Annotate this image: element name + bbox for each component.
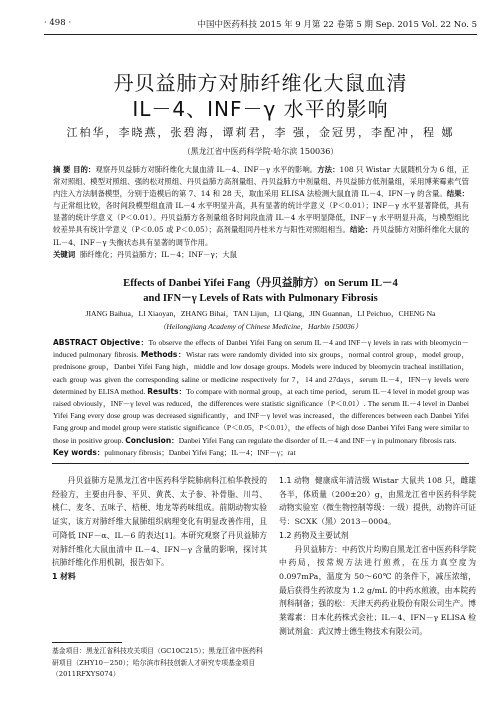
left-column [52,474,267,584]
keywords-cn-label: 关键词 [53,249,76,259]
right-column [279,474,476,638]
keywords-cn: 肺纤维化；丹贝益肺方；IL－4；INF－γ；大鼠 [79,249,237,259]
abstract-cn-conclusion-label: 结论： [349,225,373,235]
keywords-en-label: Key words： [53,447,105,457]
page-number: · 498 · [44,18,72,28]
section-1-2-text: 丹贝益肺方：中药饮片均购自黑龙江省中医药科学院中药局，按常规方法进行煎煮，在压力真空度为 0.097mPa，温度为 50～60℃ 的条件下，减压浓缩，最后获得生药浓度为 1.2 g/mL 的中药水煎液，由本院药剂科制备；强的松：天津天药药业股份有限公司生产。博莱霉素：日本化药株式会社；IL－4、IFN－γ ELISA 检测试剂盒：武汉博士德生物技术有限公司。 [279,544,476,636]
abstract-en-methods: Wistar rats were randomly divided into six groups，normal control group，model group，prednisone group，Danbei Yifei Fang high，middle and low dosage groups. Models were induced by bleomycin tracheal instillation，each group was given the corresponding saline or medicine respectively for 7，14 and 27days，serum IL－4，IFN－γ levels were determined by ELISA method. [53,350,469,396]
title-chinese [44,70,477,122]
title-english [44,276,477,306]
abstract-en-results-label: Results： [147,386,187,396]
section-1-2-heading: 1.2 药物及主要试剂 [279,530,349,540]
section-1-heading: 1 材料 [52,571,76,581]
abstract-cn-label: 摘 要 目的： [53,165,96,174]
abstract-chinese [53,164,469,261]
running-header [44,18,477,32]
affiliation-english: （Heilongjiang Academy of Chinese Medicine，Harbin 150036） [158,322,363,331]
journal-info: 中国中医药科技 2015 年 9 月第 22 卷第 5 期 Sep. 2015 Vol. 22 No. 5 [197,20,477,30]
title-cn-line1: 丹贝益肺方对肺纤维化大鼠血清 [113,71,408,95]
abstract-en-methods-label: Methods： [140,350,186,360]
section-1-1-heading: 1.1 动物 [279,476,310,485]
title-en-line2: and IFN－γ Levels of Rats with Pulmonary Fibrosis [143,293,378,304]
abstract-english [53,337,469,459]
title-en-line1: Effects of Danbei Yifei Fang（丹贝益肺方）on Serum IL－4 [123,278,398,289]
abstract-cn-methods: 108 只 Wistar 大鼠随机分为 6 组，正常对照组、模型对照组、强的松对照组、丹贝益肺方高剂量组、丹贝益肺方中剂量组、丹贝益肺方低剂量组，采用博莱霉素气管内注入方法制备模型，分别于造模后的第 7、14 和 28 天，取血采用 ELISA 法检测大鼠血清 IL－4、IFN－γ 的含量。 [53,165,469,199]
abstract-en-objective: To observe the effects of Danbei Yifei Fang on serum IL－4 and INF－γ levels in rats with bleomycin－induced pulmonary fibrosis. [53,338,469,360]
body-rule [52,463,469,464]
abstract-cn-objective: 观察丹贝益肺方对肺纤维化大鼠血清 IL－4、INF－γ 水平的影响。 [95,165,318,174]
affiliation-chinese: （黑龙江省中医药科学院·哈尔滨 150036） [182,147,339,156]
authors-chinese: 江柏华，李晓燕，张碧海，谭莉君，李 强，金冠男，李配冲，程 娜 [66,126,455,139]
title-cn-line2: IL－4、INF－γ 水平的影响 [132,97,389,121]
footnote-rule [52,642,122,643]
abstract-en-label: ABSTRACT Objective： [53,338,149,347]
abstract-cn-conclusion: 丹贝益肺方对肺纤维化大鼠的 IL－4、INF－γ 失衡状态具有显著的调节作用。 [53,225,469,247]
abstract-cn-results-label: 结果： [446,189,469,199]
abstract-en-results: To compare with normal group，at each time period，serum IL－4 level in model group was raised obviously，INF－γ level was reduced，the differences were statistic significance（P＜0.01）. The serum IL－4 level in Danbei Yifei Fang every dose group was decreased significantly，and INF－γ level was increased，the differences between each Danbei Yifei Fang group and model group were statistic significance（P＜0.05，P＜0.01），the effects of high dose Danbei Yifei Fang were similar to those in positive group. [53,386,469,445]
authors-english: JIANG Baihua，LI Xiaoyan，ZHANG Bihai，TAN Lijun，LI Qiang，JIN Guannan，LI Peichuo，CHENG Na [85,309,436,318]
abstract-cn-methods-label: 方法： [317,165,340,174]
section-1-1-text: 健康成年清洁级 Wistar 大鼠共 108 只，雌雄各半，体质量（200±20）g，由黑龙江省中医药科学院动物实验室（微生物控制等级：一级）提供，动物许可证号：SCXK（黑）2013－0004。 [279,476,476,527]
keywords-en: pulmonary fibrosis；Danbei Yifei Fang；IL－4；INF－γ；rat [104,447,296,457]
header-rule [44,34,477,35]
abstract-cn-results: 与正常组比较，各时间段模型组血清 IL－4 水平明显升高，具有显著的统计学意义（P＜0.01）；INF－γ 水平显著降低，具有显著的统计学意义（P＜0.01）。丹贝益肺方各剂量组各时间段血清 IL－4 水平明显降低，INF－γ 水平明显升高，与模型组比较差异具有统计学意义（P＜0.05 或 P＜0.05）；高剂量组同丹桂米方与阳性对照组相当。 [53,201,469,235]
footnote-funding: 基金项目：黑龙江省科技攻关项目（GC10C215）；黑龙江省中医药科研项目（ZHY10－250）；哈尔滨市科技创新人才研究专项基金项目（2011RFXYS074） [52,647,263,678]
intro-paragraph: 丹贝益肺方是黑龙江省中医药科学院肺病科江柏华教授的经验方，主要由丹参、平贝、黄芪、太子参、补骨脂、川芎、桃仁、麦冬、五味子、桔梗、地龙等药味组成。前期动物实验证实，该方对肺纤维大鼠肺组织病理变化有明显改善作用，且可降低 INF－α、IL－6 的表达[1]。本研究观察了丹贝益肺方对肺纤维化大鼠血清中 IL－4、IFN－γ 含量的影响，探讨其抗肺纤维化作用机制，报告如下。 [52,476,267,568]
abstract-en-conclusion-label: Conclusion： [125,435,179,445]
abstract-en-conclusion: Danbei Yifei Fang can regulate the disorder of IL－4 and INF－γ in pulmonary fibrosis rats. [178,435,457,445]
